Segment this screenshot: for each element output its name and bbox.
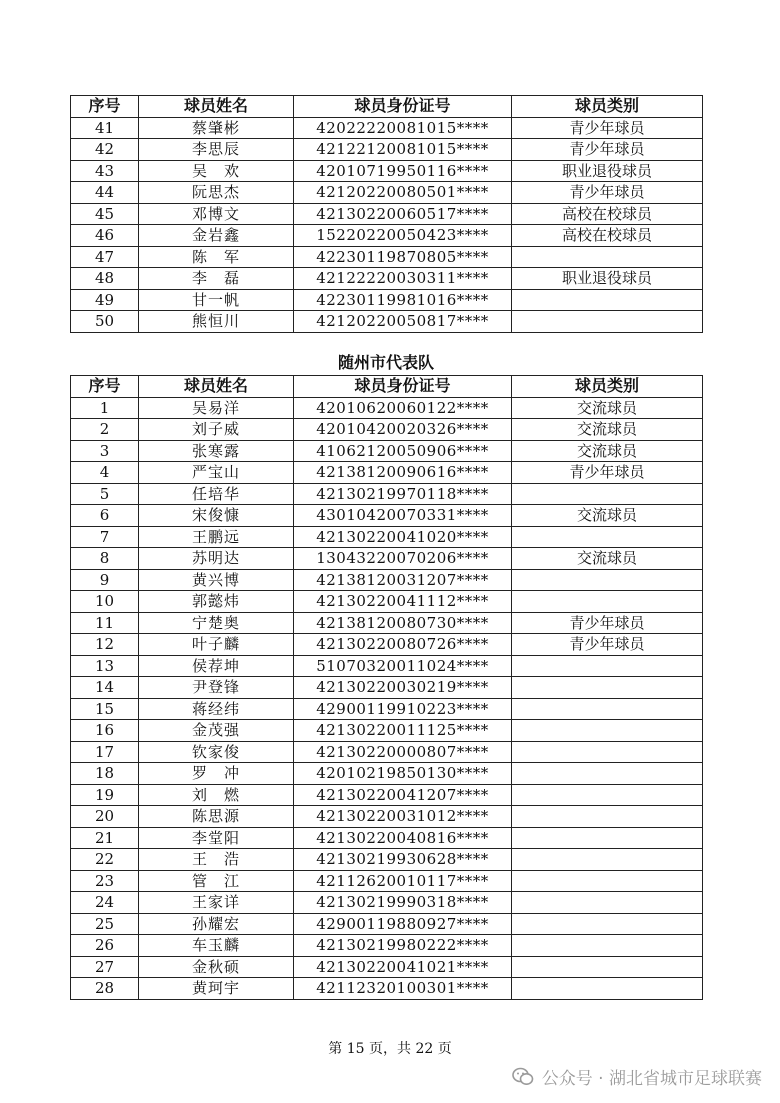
cell-type [512, 806, 703, 828]
table-row [71, 246, 703, 268]
cell-no: 18 [71, 763, 139, 785]
header-type: 球员类别 [512, 376, 703, 398]
cell-name: 张寒露 [139, 440, 294, 462]
table-row [71, 160, 703, 182]
cell-id: 42010620060122**** [294, 397, 512, 419]
header-name: 球员姓名 [139, 376, 294, 398]
cell-id: 43010420070331**** [294, 505, 512, 527]
cell-no: 13 [71, 655, 139, 677]
table-row [71, 827, 703, 849]
cell-name: 金秋硕 [139, 956, 294, 978]
cell-no: 1 [71, 397, 139, 419]
cell-id: 42112620010117**** [294, 870, 512, 892]
cell-type: 交流球员 [512, 548, 703, 570]
cell-type: 职业退役球员 [512, 268, 703, 290]
table-row [71, 117, 703, 139]
cell-id: 42130220000807**** [294, 741, 512, 763]
cell-no: 44 [71, 182, 139, 204]
cell-type [512, 246, 703, 268]
table-row [71, 526, 703, 548]
cell-id: 42130219980222**** [294, 935, 512, 957]
cell-name: 金岩鑫 [139, 225, 294, 247]
cell-id: 42010420020326**** [294, 419, 512, 441]
cell-name: 陈思源 [139, 806, 294, 828]
cell-name: 刘 燃 [139, 784, 294, 806]
cell-no: 5 [71, 483, 139, 505]
cell-name: 叶子麟 [139, 634, 294, 656]
cell-id: 42130220041020**** [294, 526, 512, 548]
cell-name: 阮思杰 [139, 182, 294, 204]
table-row [71, 698, 703, 720]
cell-id: 51070320011024**** [294, 655, 512, 677]
cell-type [512, 913, 703, 935]
table-row [71, 720, 703, 742]
cell-type [512, 741, 703, 763]
cell-id: 42138120031207**** [294, 569, 512, 591]
cell-id: 41062120050906**** [294, 440, 512, 462]
table-row [71, 763, 703, 785]
cell-type [512, 655, 703, 677]
cell-no: 47 [71, 246, 139, 268]
cell-id: 42112320100301**** [294, 978, 512, 1000]
cell-type: 青少年球员 [512, 182, 703, 204]
header-no: 序号 [71, 96, 139, 118]
cell-no: 20 [71, 806, 139, 828]
cell-type: 青少年球员 [512, 612, 703, 634]
cell-name: 蒋经纬 [139, 698, 294, 720]
cell-no: 16 [71, 720, 139, 742]
cell-name: 熊恒川 [139, 311, 294, 333]
cell-no: 27 [71, 956, 139, 978]
cell-name: 甘一帆 [139, 289, 294, 311]
cell-no: 9 [71, 569, 139, 591]
cell-name: 黄珂宇 [139, 978, 294, 1000]
cell-id: 42130220041112**** [294, 591, 512, 613]
cell-no: 12 [71, 634, 139, 656]
cell-type [512, 956, 703, 978]
cell-type: 高校在校球员 [512, 225, 703, 247]
cell-no: 6 [71, 505, 139, 527]
cell-type [512, 849, 703, 871]
cell-name: 尹登锋 [139, 677, 294, 699]
cell-no: 21 [71, 827, 139, 849]
cell-name: 侯荐坤 [139, 655, 294, 677]
table-header-row [71, 96, 703, 118]
cell-id: 42900119880927**** [294, 913, 512, 935]
cell-no: 23 [71, 870, 139, 892]
table-row [71, 203, 703, 225]
cell-type [512, 827, 703, 849]
cell-type: 青少年球员 [512, 462, 703, 484]
table-row [71, 289, 703, 311]
cell-type [512, 935, 703, 957]
table-row [71, 182, 703, 204]
cell-name: 管 江 [139, 870, 294, 892]
cell-id: 42900119910223**** [294, 698, 512, 720]
cell-no: 19 [71, 784, 139, 806]
cell-name: 金茂强 [139, 720, 294, 742]
cell-type [512, 763, 703, 785]
cell-name: 蔡肇彬 [139, 117, 294, 139]
cell-no: 10 [71, 591, 139, 613]
table-row [71, 612, 703, 634]
cell-name: 邓博文 [139, 203, 294, 225]
table-row [71, 806, 703, 828]
cell-name: 李 磊 [139, 268, 294, 290]
table-row [71, 892, 703, 914]
cell-no: 43 [71, 160, 139, 182]
table-row [71, 419, 703, 441]
cell-name: 王鹏远 [139, 526, 294, 548]
cell-type [512, 720, 703, 742]
cell-type: 交流球员 [512, 419, 703, 441]
cell-id: 42130219990318**** [294, 892, 512, 914]
cell-no: 22 [71, 849, 139, 871]
table-row [71, 913, 703, 935]
page-footer: 第 15 页，共 22 页 [328, 1041, 452, 1057]
cell-name: 车玉麟 [139, 935, 294, 957]
cell-type: 青少年球员 [512, 117, 703, 139]
cell-name: 李堂阳 [139, 827, 294, 849]
cell-name: 郭懿炜 [139, 591, 294, 613]
cell-name: 吴易洋 [139, 397, 294, 419]
team-title: 随州市代表队 [337, 353, 434, 372]
table-row [71, 591, 703, 613]
table-row [71, 935, 703, 957]
cell-type: 高校在校球员 [512, 203, 703, 225]
cell-no: 41 [71, 117, 139, 139]
cell-no: 24 [71, 892, 139, 914]
cell-no: 28 [71, 978, 139, 1000]
table-row [71, 741, 703, 763]
cell-id: 42122220030311**** [294, 268, 512, 290]
table-row [71, 956, 703, 978]
cell-name: 宋俊慷 [139, 505, 294, 527]
cell-type [512, 892, 703, 914]
cell-id: 42130220031012**** [294, 806, 512, 828]
table-row [71, 268, 703, 290]
cell-type [512, 677, 703, 699]
cell-id: 42130220080726**** [294, 634, 512, 656]
cell-name: 宁楚奥 [139, 612, 294, 634]
cell-type [512, 483, 703, 505]
table-row [71, 483, 703, 505]
cell-type [512, 311, 703, 333]
cell-type [512, 784, 703, 806]
cell-type [512, 569, 703, 591]
table-row [71, 677, 703, 699]
header-type: 球员类别 [512, 96, 703, 118]
table-header-row [71, 376, 703, 398]
cell-name: 陈 军 [139, 246, 294, 268]
cell-no: 46 [71, 225, 139, 247]
cell-no: 42 [71, 139, 139, 161]
cell-no: 3 [71, 440, 139, 462]
roster-table-2 [70, 375, 703, 1000]
table-row [71, 849, 703, 871]
table-row [71, 225, 703, 247]
cell-name: 吴 欢 [139, 160, 294, 182]
cell-no: 14 [71, 677, 139, 699]
cell-type: 交流球员 [512, 397, 703, 419]
header-id: 球员身份证号 [294, 376, 512, 398]
cell-type: 交流球员 [512, 440, 703, 462]
wechat-icon [512, 1067, 534, 1087]
cell-type: 职业退役球员 [512, 160, 703, 182]
cell-type [512, 591, 703, 613]
cell-type [512, 870, 703, 892]
cell-type [512, 289, 703, 311]
table-row [71, 311, 703, 333]
cell-id: 42122120081015**** [294, 139, 512, 161]
cell-id: 42130220030219**** [294, 677, 512, 699]
cell-id: 42130219970118**** [294, 483, 512, 505]
cell-no: 50 [71, 311, 139, 333]
cell-no: 4 [71, 462, 139, 484]
cell-no: 2 [71, 419, 139, 441]
table-row [71, 505, 703, 527]
cell-name: 任培华 [139, 483, 294, 505]
header-name: 球员姓名 [139, 96, 294, 118]
header-id: 球员身份证号 [294, 96, 512, 118]
cell-no: 25 [71, 913, 139, 935]
cell-name: 钦家俊 [139, 741, 294, 763]
cell-id: 15220220050423**** [294, 225, 512, 247]
table-row [71, 655, 703, 677]
cell-type [512, 526, 703, 548]
cell-name: 苏明达 [139, 548, 294, 570]
cell-no: 17 [71, 741, 139, 763]
cell-id: 42130220040816**** [294, 827, 512, 849]
cell-name: 严宝山 [139, 462, 294, 484]
cell-name: 孙耀宏 [139, 913, 294, 935]
cell-id: 13043220070206**** [294, 548, 512, 570]
watermark [512, 1064, 762, 1089]
cell-id: 42138120090616**** [294, 462, 512, 484]
cell-no: 15 [71, 698, 139, 720]
cell-id: 42010719950116**** [294, 160, 512, 182]
watermark-text: 公众号 · 湖北省城市足球联赛 [541, 1069, 762, 1089]
cell-type [512, 978, 703, 1000]
cell-id: 42010219850130**** [294, 763, 512, 785]
cell-name: 黄兴博 [139, 569, 294, 591]
cell-id: 42130220011125**** [294, 720, 512, 742]
cell-type: 青少年球员 [512, 139, 703, 161]
cell-id: 42130220060517**** [294, 203, 512, 225]
table-row [71, 569, 703, 591]
table-row [71, 462, 703, 484]
cell-id: 42130220041021**** [294, 956, 512, 978]
header-no: 序号 [71, 376, 139, 398]
table-row [71, 397, 703, 419]
cell-id: 42130220041207**** [294, 784, 512, 806]
cell-id: 42230119870805**** [294, 246, 512, 268]
table-row [71, 139, 703, 161]
cell-type: 交流球员 [512, 505, 703, 527]
cell-name: 王家详 [139, 892, 294, 914]
table-row [71, 440, 703, 462]
table-row [71, 548, 703, 570]
cell-name: 王 浩 [139, 849, 294, 871]
cell-no: 11 [71, 612, 139, 634]
cell-id: 42022220081015**** [294, 117, 512, 139]
cell-no: 26 [71, 935, 139, 957]
cell-no: 49 [71, 289, 139, 311]
cell-id: 42138120080730**** [294, 612, 512, 634]
cell-id: 42120220080501**** [294, 182, 512, 204]
cell-no: 8 [71, 548, 139, 570]
cell-type [512, 698, 703, 720]
cell-id: 42230119981016**** [294, 289, 512, 311]
table-row [71, 784, 703, 806]
roster-table-1 [70, 95, 703, 333]
cell-name: 李思辰 [139, 139, 294, 161]
table-row [71, 870, 703, 892]
table-row [71, 634, 703, 656]
cell-id: 42130219930628**** [294, 849, 512, 871]
cell-name: 罗 冲 [139, 763, 294, 785]
cell-no: 48 [71, 268, 139, 290]
cell-type: 青少年球员 [512, 634, 703, 656]
cell-no: 45 [71, 203, 139, 225]
table-row [71, 978, 703, 1000]
cell-id: 42120220050817**** [294, 311, 512, 333]
cell-no: 7 [71, 526, 139, 548]
cell-name: 刘子威 [139, 419, 294, 441]
